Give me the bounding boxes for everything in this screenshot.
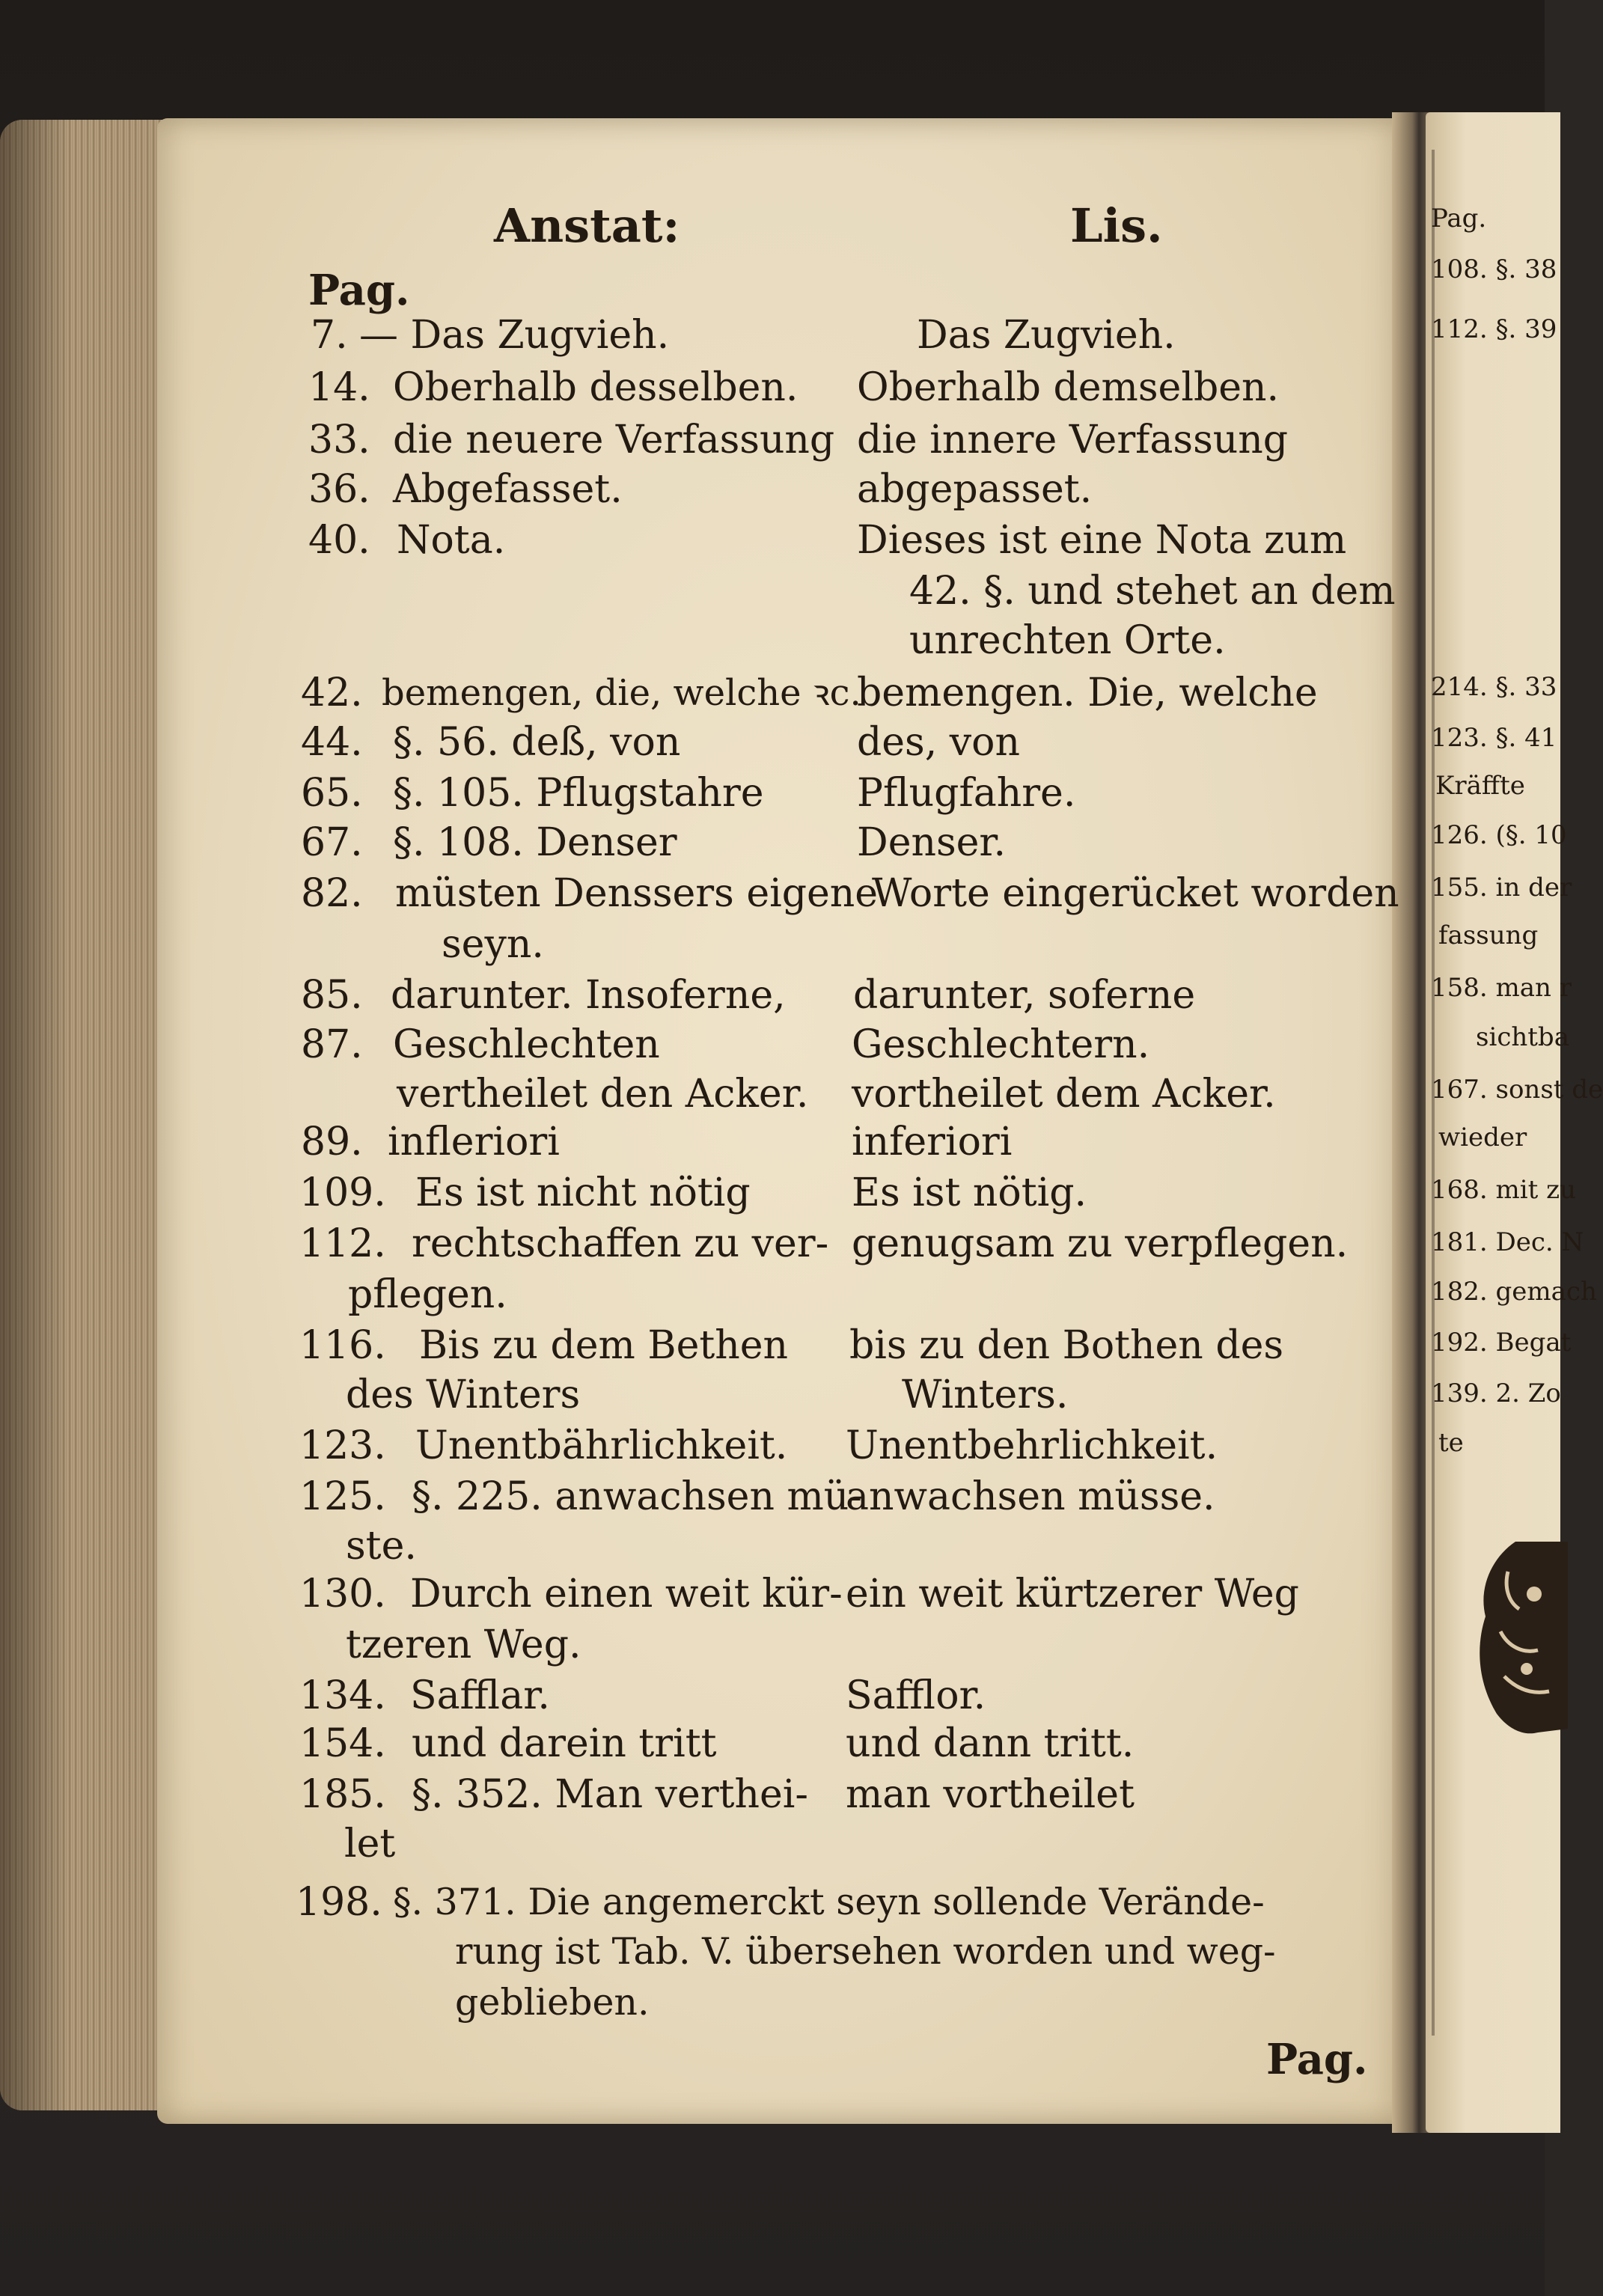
row-num: 123.	[299, 1423, 386, 1468]
row-left-cont: tzeren Weg.	[346, 1622, 581, 1667]
row-left: §. 108. Denser	[393, 820, 677, 865]
row-num: 154.	[299, 1721, 386, 1766]
footnote-line: geblieben.	[455, 1981, 650, 2024]
row-num: 7.	[311, 313, 348, 358]
row-num: 134.	[299, 1673, 386, 1718]
right-page-entry: 182. gemach	[1431, 1277, 1597, 1307]
row-num: 89.	[301, 1120, 363, 1164]
row-left: und darein tritt	[412, 1721, 717, 1766]
row-num: 87.	[301, 1022, 363, 1067]
right-page-entry: 168. mit zu	[1431, 1175, 1576, 1205]
row-right: Geschlechtern.	[852, 1022, 1150, 1067]
catchword: Pag.	[1266, 2035, 1368, 2084]
row-right: inferiori	[852, 1120, 1013, 1164]
row-left: §. 105. Pflugstahre	[393, 771, 764, 816]
row-left: rechtschaffen zu ver-	[412, 1221, 829, 1266]
row-left: Abgefasset.	[393, 467, 623, 512]
right-page-entry: 126. (§. 10	[1431, 820, 1567, 850]
right-page-entry: 108. §. 38	[1431, 254, 1557, 284]
row-right: Oberhalb demselben.	[857, 365, 1280, 410]
row-right: die innere Verfassung	[857, 418, 1289, 462]
row-num: 185.	[299, 1772, 386, 1817]
row-num: 40.	[308, 518, 370, 563]
row-right-cont: Winters.	[902, 1373, 1069, 1417]
row-left-cont: pflegen.	[348, 1272, 507, 1317]
row-left-cont: ste.	[346, 1524, 417, 1569]
row-num: 109.	[299, 1170, 386, 1215]
row-left: Unentbährlichkeit.	[415, 1423, 788, 1468]
row-right: darunter, soferne	[853, 973, 1196, 1018]
row-left-cont: seyn.	[442, 922, 544, 967]
row-right: Dieses ist eine Nota zum	[857, 518, 1347, 563]
row-num: 67.	[301, 820, 363, 865]
row-left: Bis zu dem Bethen	[419, 1323, 789, 1368]
row-left-cont: let	[344, 1822, 396, 1866]
row-left: Es ist nicht nötig	[415, 1170, 751, 1215]
row-left: §. 352. Man verthei-	[412, 1772, 809, 1817]
row-right: Es ist nötig.	[852, 1170, 1087, 1215]
row-right-cont: unrechten Orte.	[909, 618, 1226, 663]
row-left: — Das Zugvieh.	[359, 313, 670, 358]
row-num: 85.	[301, 973, 363, 1018]
row-num: 14.	[308, 365, 370, 410]
row-right: bis zu den Bothen des	[849, 1323, 1284, 1368]
right-page-entry: 214. §. 33	[1431, 672, 1557, 702]
row-num: 112.	[299, 1221, 386, 1266]
row-right: Pflugfahre.	[857, 771, 1076, 816]
row-left: bemengen, die, welche ꝛc.	[382, 672, 861, 714]
row-right: und dann tritt.	[846, 1721, 1135, 1766]
row-left: Oberhalb desselben.	[393, 365, 799, 410]
row-left-cont: des Winters	[346, 1373, 581, 1417]
row-left: Nota.	[397, 518, 506, 563]
row-left: Safflar.	[410, 1673, 550, 1718]
right-page-entry: 155. in der	[1431, 873, 1572, 903]
right-page-entry: Kräffte	[1435, 771, 1525, 801]
row-right: abgepasset.	[857, 467, 1093, 512]
row-right: Worte eingerücket worden	[872, 871, 1399, 916]
row-num: 42.	[301, 671, 363, 715]
right-page-entry: te	[1438, 1428, 1464, 1458]
right-page-entry: 167. sonst de	[1431, 1075, 1603, 1105]
row-right-cont: 42. §. und stehet an dem	[909, 569, 1396, 614]
row-right: ein weit kürtzerer Weg	[846, 1572, 1299, 1616]
row-num: 116.	[299, 1323, 386, 1368]
footnote-line: rung ist Tab. V. übersehen worden und weg-	[455, 1930, 1276, 1973]
row-left: Geschlechten	[393, 1022, 660, 1067]
row-right: Denser.	[857, 820, 1007, 865]
header-lis: Lis.	[1070, 198, 1163, 253]
right-page-entry: 123. §. 41	[1431, 723, 1557, 753]
row-right-cont: vortheilet dem Acker.	[852, 1072, 1276, 1117]
right-page-entry: fassung	[1438, 920, 1539, 950]
row-left: darunter. Insoferne,	[391, 973, 786, 1018]
row-right: Das Zugvieh.	[917, 313, 1176, 358]
row-num: 44.	[301, 720, 363, 765]
row-right: anwachsen müsse.	[846, 1474, 1215, 1519]
row-num: 82.	[301, 871, 363, 916]
row-right: genugsam zu verpflegen.	[852, 1221, 1349, 1266]
footnote-line: §. 371. Die angemerckt seyn sollende Verände-	[393, 1881, 1265, 1923]
right-page-entry: 192. Begat	[1431, 1328, 1572, 1358]
row-left: Durch einen weit kür-	[410, 1572, 843, 1616]
row-right: man vortheilet	[846, 1772, 1135, 1817]
row-num: 65.	[301, 771, 363, 816]
row-num: 125.	[299, 1474, 386, 1519]
ornament-icon	[1463, 1527, 1568, 1751]
right-page-entry: wieder	[1438, 1123, 1527, 1152]
right-page-entry: 158. man r	[1431, 973, 1572, 1003]
right-page-entry: 112. §. 39	[1431, 314, 1557, 344]
row-right: Unentbehrlichkeit.	[846, 1423, 1218, 1468]
row-num: 130.	[299, 1572, 386, 1616]
row-right: Safflor.	[846, 1673, 986, 1718]
row-left: §. 56. deß, von	[393, 720, 681, 765]
pag-label: Pag.	[308, 266, 410, 315]
right-page-entry: 181. Dec. N	[1431, 1227, 1584, 1257]
row-right: des, von	[857, 720, 1020, 765]
row-left: müsten Denssers eigene	[395, 871, 879, 916]
row-left: §. 225. anwachsen mü-	[412, 1474, 862, 1519]
header-anstat: Anstat:	[494, 198, 680, 253]
row-num: 36.	[308, 467, 370, 512]
row-left: die neuere Verfassung	[393, 418, 835, 462]
row-left: infleriori	[388, 1120, 560, 1164]
row-left-cont: vertheilet den Acker.	[397, 1072, 809, 1117]
row-right: bemengen. Die, welche	[857, 671, 1318, 715]
row-num: 33.	[308, 418, 370, 462]
right-page-entry: sichtba	[1476, 1022, 1569, 1052]
right-page-entry: Pag.	[1431, 204, 1487, 233]
footnote-num: 198.	[296, 1880, 382, 1925]
right-page-entry: 139. 2. Zo	[1431, 1378, 1561, 1408]
book-page-edges	[0, 120, 172, 2110]
